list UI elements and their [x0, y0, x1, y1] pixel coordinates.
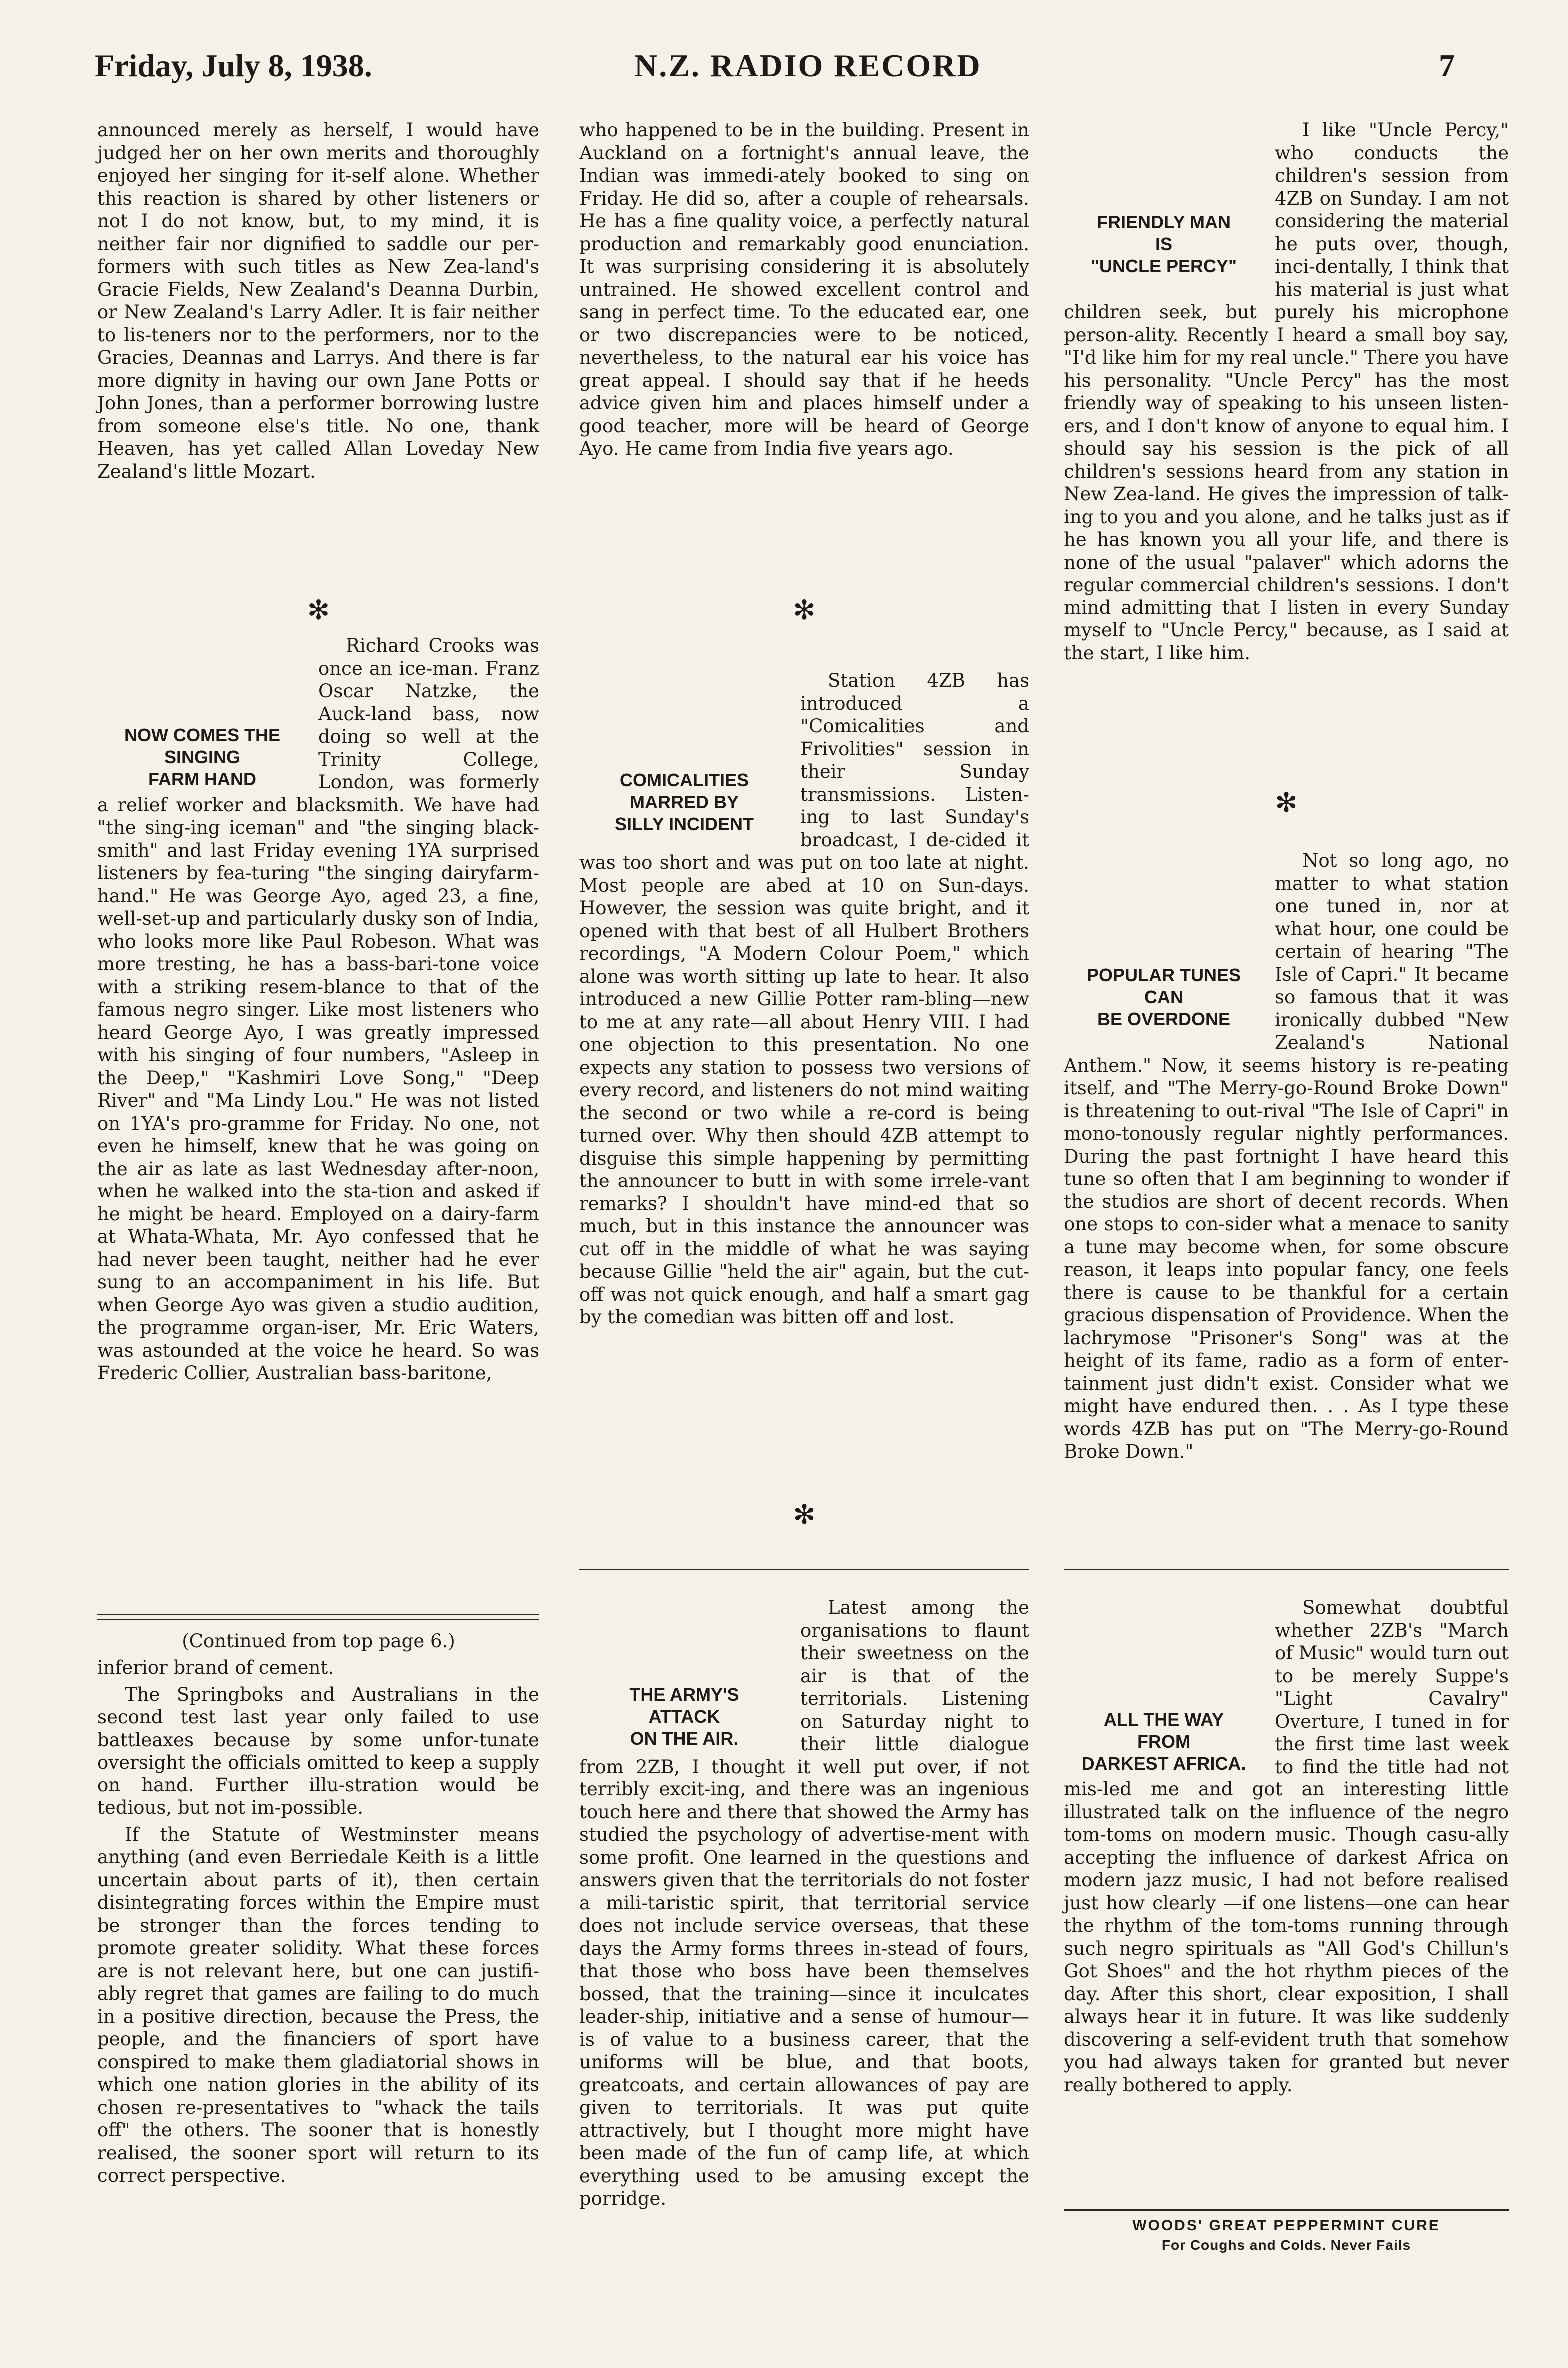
article-army-attack — [579, 1596, 1029, 2214]
paragraph: inferior brand of cement. — [97, 1657, 334, 1678]
star-divider-icon: ✻ — [1275, 787, 1298, 818]
star-divider-icon: ✻ — [793, 1499, 816, 1530]
article-darkest-africa — [1064, 1596, 1509, 2100]
paragraph: I like "Uncle Percy," who conducts the children's session from 4ZB on Sunday. I am not considering the material he puts over, though, inci-dentally, I think that his material is just what children seek, but purely his microphone person-ality. Recently I heard a small boy say, "I'd like him for my real uncle." There you have his personality. "Uncle Percy" has the most friendly way of speaking to his unseen listen-ers, and I don't know of anyone to equal him. I should say his session is the pick of all children's sessions heard from any station in New Zea-land. He gives the impression of talk-ing to you and you alone, and he talks just as if he has known you all your life, and there is none of the usual "palaver" which adorns the regular commercial children's sessions. I don't mind admitting that I listen in every Sunday myself to "Uncle Percy," because, as I said at the start, I like him. — [1064, 119, 1509, 664]
article-popular-tunes — [1064, 849, 1509, 1467]
article-sport-continued — [97, 1656, 539, 2191]
section-heading: NOW COMES THE SINGING FARM HAND — [124, 725, 280, 789]
publication-title: N.Z. RADIO RECORD — [634, 48, 982, 83]
paragraph: Richard Crooks was once an ice-man. Franz Oscar Natzke, the Auck-land bass, now doing so well at the Trinity College, London, was formerly a relief worker and blacksmith. We have had "the sing-ing iceman" and "the singing black-smith" and last Friday evening 1YA surprised listeners by fea-turing "the singing dairyfarm-hand." He was George Ayo, aged 23, a fine, well-set-up and particularly dusky son of India, who looks more like Paul Robeson. What was more tresting, he has a bass-bari-tone voice with a striking resem-blance to that of the famous negro singer. Like most listeners who heard George Ayo, I was greatly impressed with his singing of four numbers, "Asleep in the Deep," "Kashmiri Love Song," "Deep River" and "Ma Lindy Lou." He was not listed on 1YA's pro-gramme for Friday. No one, not even he himself, knew that he was going on the air as late as last Wednesday after-noon, when he walked into the sta-tion and asked if he might be heard. Employed on a dairy-farm at Whata-Whata, Mr. Ayo confessed that he had never been taught, neither had he ever sung to an accompaniment in his life. But when George Ayo was given a studio audition, the programme organ-iser, Mr. Eric Waters, was astounded at the voice he heard. So was Frederic Collier, Australian bass-baritone, — [97, 635, 539, 1384]
paragraph: The Springboks and Australians in the second test last year only failed to use battleaxes because by some unfor-tunate oversight the officials omitted to keep a supply on hand. Further illu-stration would be tedious, but not im-possible. — [97, 1683, 539, 1818]
issue-date: Friday, July 8, 1938. — [95, 48, 372, 83]
star-divider-icon: ✻ — [307, 594, 330, 626]
column-2 — [579, 0, 1029, 2368]
article-uncle-percy — [1064, 119, 1509, 668]
paragraph: who happened to be in the building. Present in Auckland on a fortnight's annual leave, the Indian was immedi-ately booked to sing on Friday. He did so, after a couple of rehearsals. He has a fine quality voice, a perfectly natural production and remarkably good enunciation. It was surprising considering it is absolutely untrained. He showed excellent control and sang in perfect time. To the educated ear, one or two discrepancies were to be noticed, nevertheless, to the natural ear his voice has great appeal. I should say that if he heeds advice given him and places himself under a good teacher, more will be heard of George Ayo. He came from India five years ago. — [579, 119, 1029, 459]
star-divider-icon: ✻ — [793, 594, 816, 626]
paragraph: Station 4ZB has introduced a "Comicalities and Frivolities" session in their Sunday transmissions. Listen-ing to last Sunday's broadcast, I de-cided it was too short and was put on too late at night. Most people are abed at 10 on Sun-days. However, the session was quite bright, and it opened with that best of all Hulbert Brothers recordings, "A Modern Colour Poem," which alone was worth sitting up late to hear. It also introduced a new Gillie Potter ram-bling—new to me at any rate—all about Henry VIII. I had one objection to this presentation. No one expects any station to possess two versions of every record, and listeners do not mind waiting the second or two while a re-cord is being turned over. Why then should 4ZB attempt to disguise this simple happening by permitting the announcer to butt in with some irrele-vant remarks? I shouldn't have mind-ed that so much, but in this instance the announcer was cut off in the middle of what he was saying because Gillie "held the air" again, but the cut-off was not quick enough, and half a smart gag by the comedian was bitten off and lost. — [579, 670, 1029, 1328]
continued-note: (Continued from top page 6.) — [182, 1630, 455, 1652]
section-heading: ALL THE WAY FROM DARKEST AFRICA. — [1081, 1709, 1246, 1774]
divider-rule — [579, 1569, 1029, 1570]
divider-rule — [1064, 1569, 1509, 1570]
ad-headline: WOODS' GREAT PEPPERMINT CURE — [1132, 2217, 1440, 2234]
ad-tagline: For Coughs and Colds. Never Fails — [1161, 2237, 1411, 2253]
divider-rule — [97, 1619, 539, 1620]
paragraph: Latest among the organisations to flaunt their sweetness on the air is that of the territorials. Listening on Saturday night to their little dialogue from 2ZB, I thought it well put over, if not terribly excit-ing, and there was an ingenious touch here and there that showed the Army has studied the psychology of advertise-ment with some profit. One learned in the questions and answers given that the territorials do not foster a mili-taristic spirit, that territorial service does not include service overseas, that these days the Army forms threes in-stead of fours, that those who boss have been themselves bossed, that the training—since it inculcates leader-ship, initiative and a sense of humour—is of value to a business career, that the uniforms will be blue, and that boots, greatcoats, and certain allowances of pay are given to territorials. It was put quite attractively, but I thought more might have been made of the fun of camp life, at which everything used to be amusing except the porridge. — [579, 1597, 1029, 2209]
section-heading: POPULAR TUNES CAN BE OVERDONE — [1086, 965, 1241, 1029]
divider-rule — [97, 1614, 539, 1615]
page-number: 7 — [1439, 48, 1455, 83]
section-heading: COMICALITIES MARRED BY SILLY INCIDENT — [614, 770, 754, 834]
article-comicalities — [579, 669, 1029, 1333]
article-continuation — [579, 119, 1029, 464]
ad-top-rule — [1064, 2209, 1509, 2211]
section-heading: FRIENDLY MAN IS "UNCLE PERCY" — [1090, 212, 1237, 276]
paragraph: announced merely as herself, I would have judged her on her own merits and thoroughly enjoyed her singing for it-self alone. Whether this reaction is shared by other listeners or not I do not know, but, to my mind, it is neither fair nor dignified to saddle our per-formers with such titles as New Zea-land's Gracie Fields, New Zealand's Deanna Durbin, or New Zealand's Larry Adler. It is fair neither to lis-teners nor to the performers, nor to the Gracies, Deannas and Larrys. And there is far more dignity in having our own Jane Potts or John Jones, than a performer borrowing lustre from someone else's title. No one, thank Heaven, has yet called Allan Loveday New Zealand's little Mozart. — [97, 119, 539, 482]
article-singing-farmhand — [97, 634, 539, 1389]
paragraph: If the Statute of Westminster means anything (and even Berriedale Keith is a little uncertain about parts of it), then certain disintegrating forces within the Empire must be stronger than the forces tending to promote greater solidity. What these forces are is not relevant here, but one can justifi-ably regret that games are failing to do much in a positive direction, because the Press, the people, and the financiers of sport have conspired to make them gladiatorial shows in which one nation glories in the ability of its chosen re-presentatives to "whack the tails off" the others. The sooner that is honestly realised, the sooner sport will return to its correct perspective. — [97, 1823, 539, 2186]
paragraph: Somewhat doubtful whether 2ZB's "March of Music" would turn out to be merely Suppe's "Light Cavalry" Overture, I tuned in for the first time last week to find the title had not mis-led me and got an interesting little illustrated talk on the influence of the negro tom-toms on modern music. Though casu-ally accepting the influence of darkest Africa on modern jazz music, I had not before realised just how clearly —if one listens—one can hear the rhythm of the tom-toms running through such negro spirituals as "All God's Chillun's Got Shoes" and the hot rhythm pieces of the day. After this short, clear exposition, I shall always hear it in future. It was like suddenly discovering a self-evident truth that somehow you had always taken for granted but never really bothered to apply. — [1064, 1597, 1509, 2096]
paragraph: Not so long ago, no matter to what station one tuned in, nor at what hour, one could be certain of hearing "The Isle of Capri." It became so famous that it was ironically dubbed "New Zealand's National Anthem." Now, it seems history is re-peating itself, and "The Merry-go-Round Broke Down" is threatening to out-rival "The Isle of Capri" in mono-tonously regular nightly performances. During the past fortnight I have heard this tune so often that I am beginning to wonder if the studios are short of decent records. When one stops to con-sider what a menace to sanity a tune may become when, for some obscure reason, it leaps into popular fancy, one feels there is cause to be thankful for a certain gracious dispensation of Providence. When the lachrymose "Prisoner's Song" was at the height of its fame, radio as a form of enter-tainment just didn't exist. Consider what we might have endured then. . . As I type these words 4ZB has put on "The Merry-go-Round Broke Down." — [1064, 850, 1509, 1462]
article-continuation — [97, 119, 539, 487]
advertisement — [1064, 2216, 1509, 2255]
section-heading: THE ARMY'S ATTACK ON THE AIR. — [629, 1684, 739, 1749]
column-3 — [1064, 0, 1509, 2368]
